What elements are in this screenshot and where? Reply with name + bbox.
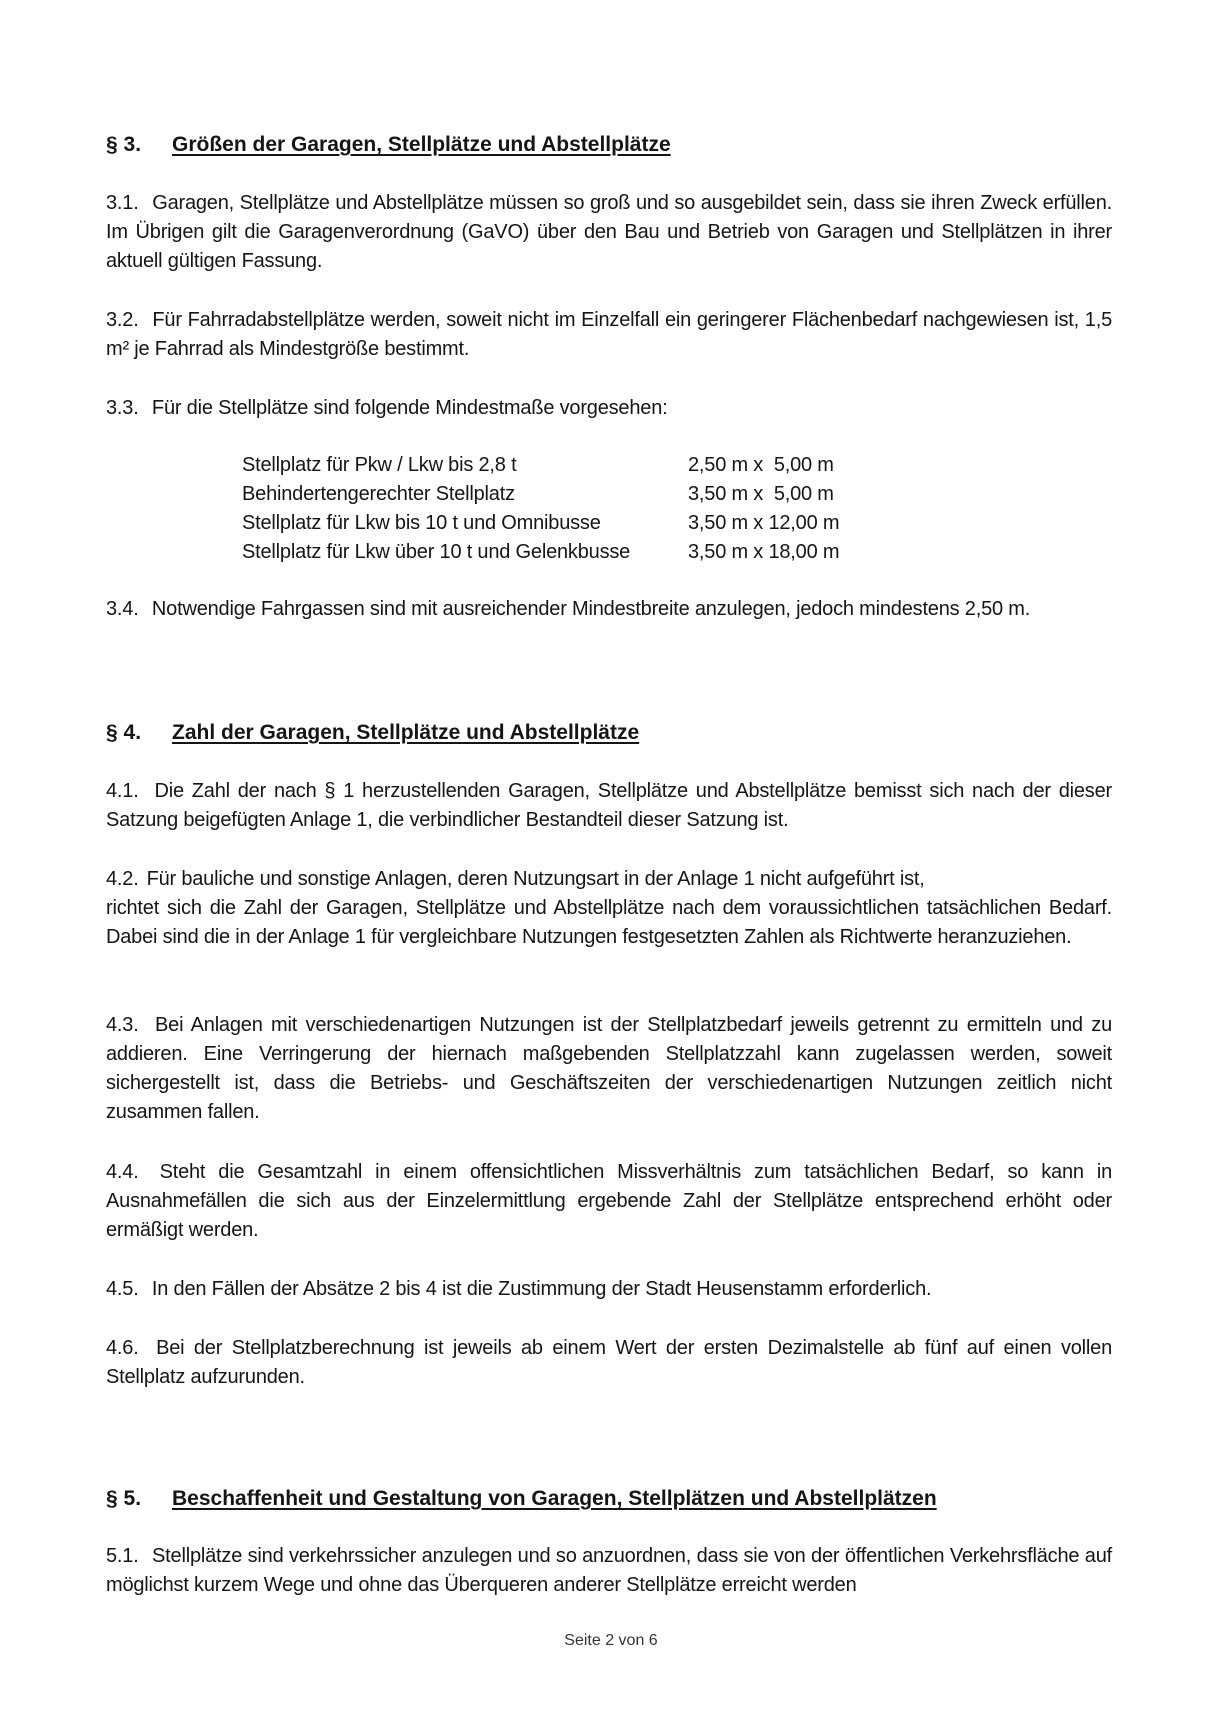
paragraph-first-line: Für bauliche und sonstige Anlagen, deren Nutzungsart in der Anlage 1 nicht aufgeführt ist, [146,868,925,890]
paragraph-text: Garagen, Stellplätze und Abstellplätze müssen so groß und so ausgebildet sein, dass sie ihren Zweck erfüllen. Im Übrigen gilt die Garagenverordnung (GaVO) über den Bau und Betrieb von Garagen und Stellplätzen in ihrer aktuell gültigen Fassung. [106,192,1113,272]
row-label: Stellplatz für Pkw / Lkw bis 2,8 t [242,454,517,476]
row-size: 2,50 m x 5,00 m [688,454,834,476]
paragraph-number: 3.2. [106,309,139,331]
paragraph-3-4 [106,595,1112,624]
paragraph-4-5 [106,1275,1112,1304]
row-size: 3,50 m x 5,00 m [688,483,834,505]
paragraph-number: 4.3. [106,1014,139,1036]
paragraph-3-3 [106,394,1112,423]
section-4-number: § 4. [106,721,142,744]
paragraph-text: Die Zahl der nach § 1 herzustellenden Garagen, Stellplätze und Abstellplätze bemisst sich nach der dieser Satzung beigefügten Anlage 1, die verbindlicher Bestandteil dieser Satzung ist. [106,780,1112,831]
row-size: 3,50 m x 18,00 m [688,541,840,563]
paragraph-3-1 [106,189,1112,276]
section-5-title: Beschaffenheit und Gestaltung von Garagen, Stellplätzen und Abstellplätzen [172,1487,937,1510]
section-5-number: § 5. [106,1487,142,1510]
paragraph-number: 4.2. [106,868,139,890]
row-size: 3,50 m x 12,00 m [688,512,840,534]
paragraph-4-6 [106,1334,1112,1392]
paragraph-3-2 [106,306,1112,364]
section-4-heading [106,719,639,747]
section-3-heading [106,131,671,159]
paragraph-4-1 [106,777,1112,835]
paragraph-text: richtet sich die Zahl der Garagen, Stellplätze und Abstellplätze nach dem voraussichtlichen tatsächlichen Bedarf. Dabei sind die in der Anlage 1 für vergleichbare Nutzungen festgesetzten Zahlen als Richtwerte heranzuziehen. [106,897,1112,948]
paragraph-number: 5.1. [106,1545,139,1567]
paragraph-text: Notwendige Fahrgassen sind mit ausreichender Mindestbreite anzulegen, jedoch mindestens 2,50 m. [151,598,1031,620]
paragraph-text: Stellplätze sind verkehrssicher anzulegen und so anzuordnen, dass sie von der öffentlichen Verkehrsfläche auf möglichst kurzem Wege und ohne das Überqueren anderer Stellplätze erreicht werden [106,1545,1113,1596]
paragraph-text: Bei der Stellplatzberechnung ist jeweils ab einem Wert der ersten Dezimalstelle ab fünf auf einen vollen Stellplatz aufzurunden. [106,1337,1113,1388]
section-3-title: Größen der Garagen, Stellplätze und Abstellplätze [172,133,671,156]
paragraph-text: Für die Stellplätze sind folgende Mindestmaße vorgesehen: [151,397,668,419]
paragraph-number: 4.1. [106,780,139,802]
paragraph-4-2 [106,865,1112,952]
paragraph-number: 4.6. [106,1337,139,1359]
section-3-number: § 3. [106,133,142,156]
paragraph-number: 3.4. [106,598,139,620]
paragraph-text: In den Fällen der Absätze 2 bis 4 ist die Zustimmung der Stadt Heusenstamm erforderlich. [151,1278,932,1300]
paragraph-number: 3.1. [106,192,139,214]
row-label: Behindertengerechter Stellplatz [242,483,515,505]
paragraph-number: 4.4. [106,1161,139,1183]
page-number-footer: Seite 2 von 6 [564,1632,658,1649]
row-label: Stellplatz für Lkw bis 10 t und Omnibusse [242,512,601,534]
row-label: Stellplatz für Lkw über 10 t und Gelenkbusse [242,541,631,563]
section-5-heading [106,1485,937,1513]
paragraph-number: 4.5. [106,1278,139,1300]
paragraph-text: Für Fahrradabstellplätze werden, soweit nicht im Einzelfall ein geringerer Flächenbedarf nachgewiesen ist, 1,5 m² je Fahrrad als Mindestgröße bestimmt. [106,309,1112,360]
paragraph-text: Bei Anlagen mit verschiedenartigen Nutzungen ist der Stellplatzbedarf jeweils getrennt zu ermitteln und zu addieren. Eine Verringerung der hiernach maßgebenden Stellplatzzahl kann zugelassen werden, soweit sichergestellt ist, dass die Betriebs- und Geschäftszeiten der verschiedenartigen Nutzungen zeitlich nicht zusammen fallen. [106,1014,1112,1123]
section-4-title: Zahl der Garagen, Stellplätze und Abstellplätze [172,721,640,744]
paragraph-number: 3.3. [106,397,139,419]
paragraph-5-1 [106,1542,1112,1600]
paragraph-4-3 [106,1011,1112,1127]
paragraph-4-4 [106,1158,1112,1245]
paragraph-text: Steht die Gesamtzahl in einem offensichtlichen Missverhältnis zum tatsächlichen Bedarf, so kann in Ausnahmefällen die sich aus der Einzelermittlung ergebende Zahl der Stellplätze entsprechend erhöht oder ermäßigt werden. [106,1161,1113,1241]
